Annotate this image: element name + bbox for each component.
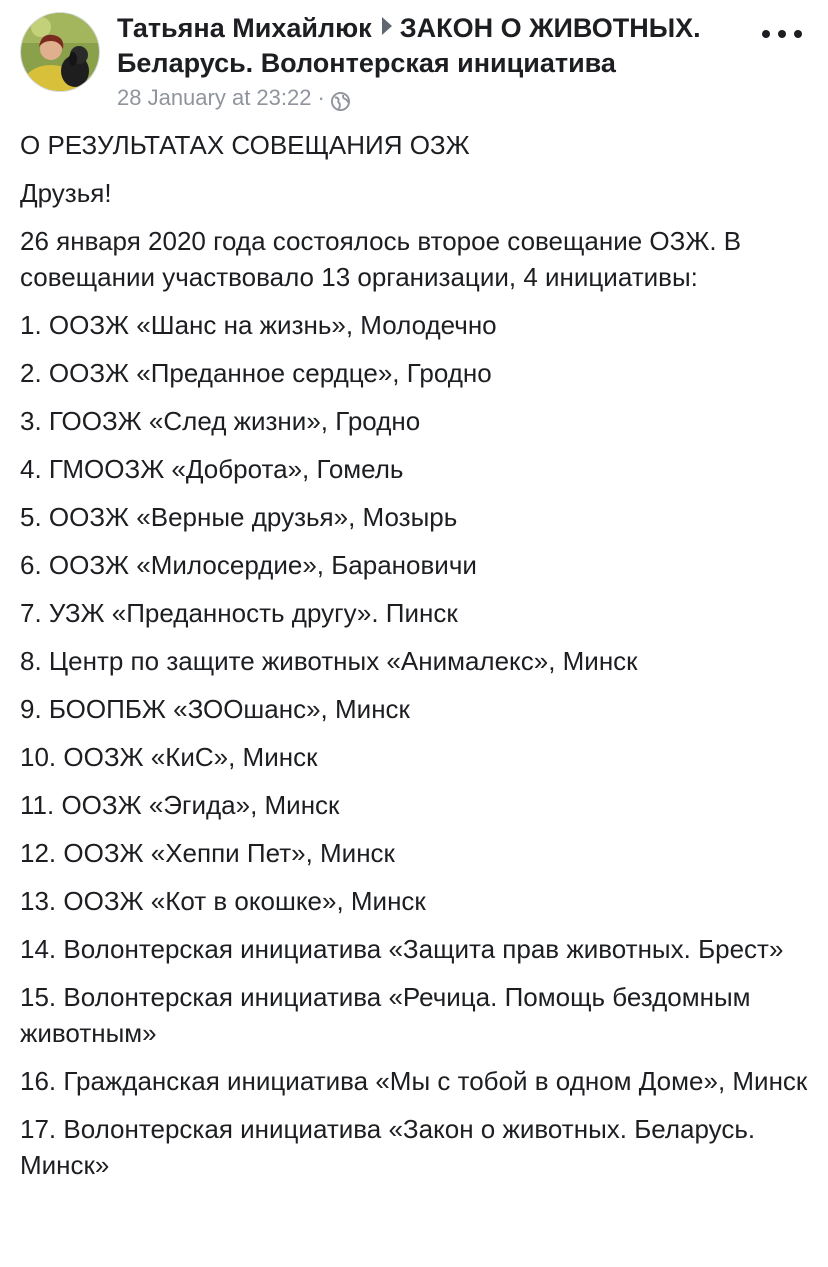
share-arrow-icon [382, 17, 392, 35]
list-item: 2. ООЗЖ «Преданное сердце», Гродно [20, 358, 492, 388]
author-name[interactable]: Татьяна Михайлюк [117, 13, 372, 43]
post-greeting: Друзья! [20, 178, 112, 208]
post-meta [117, 83, 757, 113]
list-item: 9. БООПБЖ «ЗООшанс», Минск [20, 694, 410, 724]
list-item: 7. УЗЖ «Преданность другу». Пинск [20, 598, 458, 628]
ellipsis-icon-dot [778, 30, 786, 38]
list-item: 15. Волонтерская инициатива «Речица. Помощь бездомным животным» [20, 982, 751, 1048]
author-line [117, 11, 757, 81]
list-item: 3. ГООЗЖ «След жизни», Гродно [20, 406, 421, 436]
list-item: 17. Волонтерская инициатива «Закон о животных. Беларусь. Минск» [20, 1114, 756, 1180]
more-options-button[interactable] [762, 22, 802, 46]
post-intro: 26 января 2020 года состоялось второе совещание ОЗЖ. В совещании участвовало 13 организации, 4 инициативы: [20, 226, 742, 292]
list-item: 5. ООЗЖ «Верные друзья», Мозырь [20, 502, 458, 532]
ellipsis-icon-dot [794, 30, 802, 38]
list-item: 1. ООЗЖ «Шанс на жизнь», Молодечно [20, 310, 497, 340]
ellipsis-icon-dot [762, 30, 770, 38]
post-body [20, 127, 810, 1195]
list-item: 11. ООЗЖ «Эгида», Минск [20, 790, 340, 820]
meta-separator: · [317, 85, 325, 110]
avatar-photo [21, 13, 100, 92]
post-header-text [117, 11, 757, 113]
post-header [0, 0, 828, 112]
list-item: 8. Центр по защите животных «Анималекс», Минск [20, 646, 638, 676]
list-item: 10. ООЗЖ «КиС», Минск [20, 742, 318, 772]
list-item: 12. ООЗЖ «Хеппи Пет», Минск [20, 838, 395, 868]
list-item: 4. ГМООЗЖ «Доброта», Гомель [20, 454, 404, 484]
avatar[interactable] [20, 12, 100, 92]
globe-icon[interactable] [331, 89, 350, 108]
list-item: 16. Гражданская инициатива «Мы с тобой в одном Доме», Минск [20, 1066, 808, 1096]
post-title: О РЕЗУЛЬТАТАХ СОВЕЩАНИЯ ОЗЖ [20, 130, 470, 160]
list-item: 6. ООЗЖ «Милосердие», Барановичи [20, 550, 477, 580]
post-timestamp[interactable]: 28 January at 23:22 [117, 85, 312, 110]
list-item: 14. Волонтерская инициатива «Защита прав животных. Брест» [20, 934, 784, 964]
list-item: 13. ООЗЖ «Кот в окошке», Минск [20, 886, 426, 916]
group-name[interactable]: ЗАКОН О ЖИВОТНЫХ. Беларусь. Волонтерская инициатива [117, 13, 701, 78]
